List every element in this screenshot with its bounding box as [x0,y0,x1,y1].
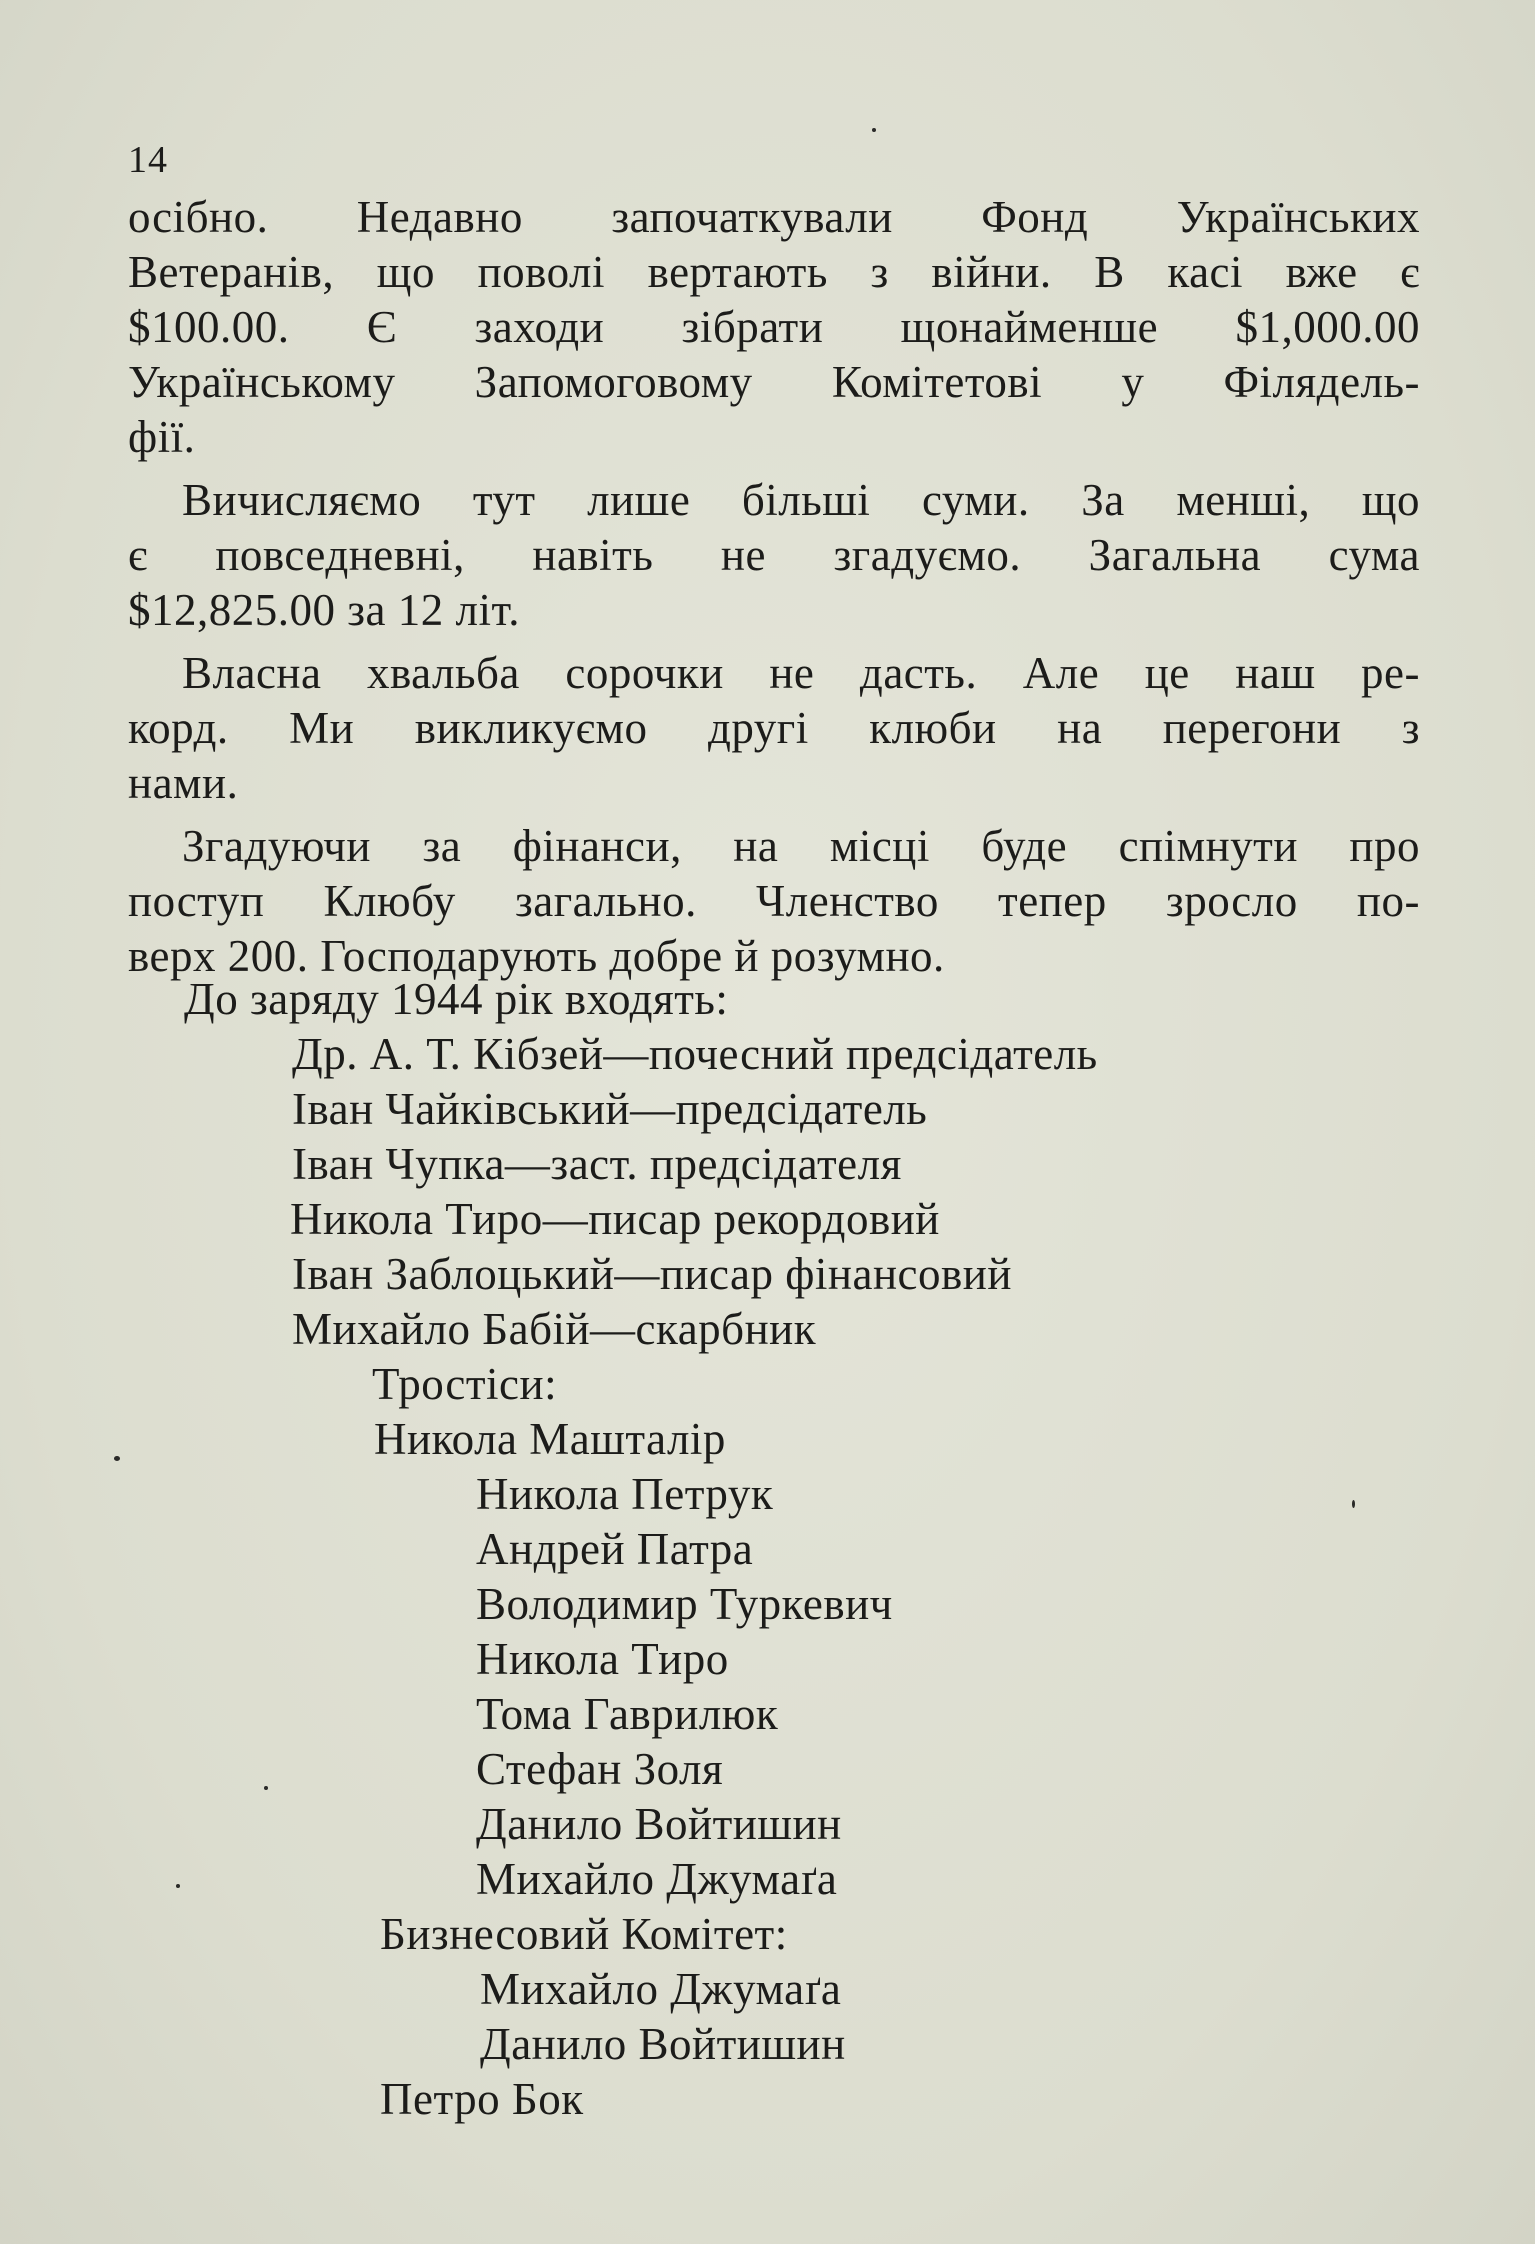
print-speck [114,1456,120,1461]
print-speck [872,128,876,132]
officer-entry: Іван Чайківський—предсідатель [292,1084,928,1134]
business-member: Данило Войтишин [480,2019,846,2069]
board-intro: До заряду 1944 рік входять: [184,974,729,1024]
trustee-entry: Никола Машталір [374,1414,726,1464]
print-speck [176,1884,180,1888]
trustee-entry: Андрей Патра [476,1524,754,1574]
text-line: Українському Запомоговому Комітетові у Філядель- [128,357,1420,407]
trustees-heading: Тростіси: [372,1359,558,1409]
last-member: Петро Бок [380,2074,584,2124]
text-line: осібно. Недавно започаткували Фонд Українських [128,192,1420,242]
paragraph [128,473,1420,638]
body-text [128,190,1420,992]
officer-entry: Никола Тиро—писар рекордовий [290,1194,940,1244]
trustee-entry: Стефан Золя [476,1744,724,1794]
officer-entry: Др. А. Т. Кібзей—почесний предсідатель [292,1029,1098,1079]
trustee-entry: Михайло Джумаґа [476,1854,838,1904]
officer-entry: Іван Заблоцький—писар фінансовий [292,1249,1012,1299]
print-speck [1352,1500,1355,1508]
text-line: Згадуючи за фінанси, на місці буде спімнути про [182,821,1420,871]
paragraph [128,819,1420,984]
text-line: є повседневні, навіть не згадуємо. Загальна сума [128,530,1420,580]
text-line: $100.00. Є заходи зібрати щонайменше $1,000.00 [128,302,1420,352]
officer-entry: Іван Чупка—заст. предсідателя [292,1139,902,1189]
business-member: Михайло Джумаґа [480,1964,842,2014]
text-line: $12,825.00 за 12 літ. [128,585,520,635]
paragraph [128,646,1420,811]
trustee-entry: Никола Тиро [476,1634,729,1684]
officer-entry: Михайло Бабій—скарбник [292,1304,817,1354]
trustee-entry: Тома Гаврилюк [476,1689,779,1739]
trustee-entry: Никола Петрук [476,1469,774,1519]
text-line: Вичисляємо тут лише більші суми. За менші, що [182,475,1420,525]
trustee-entry: Данило Войтишин [476,1799,842,1849]
text-line: верх 200. Господарують добре й розумно. [128,931,945,981]
paragraph [128,190,1420,465]
text-line: корд. Ми викликуємо другі клюби на перегони з [128,703,1420,753]
text-line: Ветеранів, що поволі вертають з війни. В касі вже є [128,247,1420,297]
text-line: фії. [128,412,196,462]
print-speck [264,1786,268,1790]
text-line: нами. [128,758,239,808]
business-heading: Бизнесовий Комітет: [380,1909,788,1959]
text-line: поступ Клюбу загально. Членство тепер зросло по- [128,876,1420,926]
page-number: 14 [128,139,168,181]
text-line: Власна хвальба сорочки не дасть. Але це наш ре- [182,648,1420,698]
trustee-entry: Володимир Туркевич [476,1579,893,1629]
